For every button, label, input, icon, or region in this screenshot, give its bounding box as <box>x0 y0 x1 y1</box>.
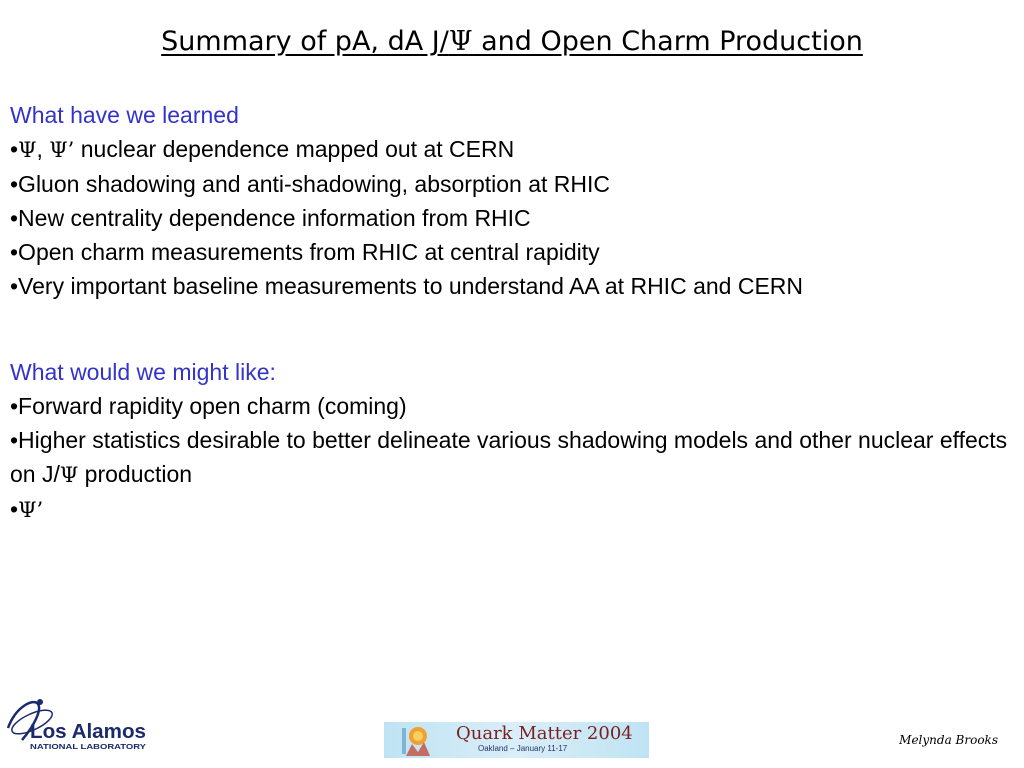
lanl-subtitle: NATIONAL LABORATORY <box>30 744 147 751</box>
quark-matter-banner <box>384 722 649 758</box>
quark-matter-title: Quark Matter 2004 <box>456 723 633 744</box>
learned-item-psi <box>10 132 1010 167</box>
psi-prime-symbol: Ψ’ <box>49 138 75 162</box>
bullet: • <box>10 136 19 162</box>
learned-item-gluon: •Gluon shadowing and anti-shadowing, absorption at RHIC <box>10 171 611 197</box>
atom-nucleus-icon <box>37 699 43 705</box>
wishes-item-statistics <box>10 423 1010 492</box>
psi-prime-symbol: Ψ’ <box>18 498 44 522</box>
psi-separator: , <box>36 136 50 162</box>
title-psi: Ψ <box>448 26 473 57</box>
lanl-name: Los Alamos <box>30 721 146 743</box>
wishes-item-psi-prime <box>10 492 1010 527</box>
wishes-heading: What would we might like: <box>10 359 276 385</box>
psi-symbol: Ψ <box>59 463 79 487</box>
author-name: Melynda Brooks <box>899 733 998 747</box>
title-suffix: and Open Charm Production <box>472 26 863 57</box>
quark-matter-emblem-icon <box>384 722 456 758</box>
learned-item-text: nuclear dependence mapped out at CERN <box>74 136 515 162</box>
wishes-item-statistics-suffix: production <box>78 461 193 487</box>
learned-item-open-charm: •Open charm measurements from RHIC at central rapidity <box>10 239 600 265</box>
learned-item-baseline: •Very important baseline measurements to understand AA at RHIC and CERN <box>10 273 804 299</box>
quark-matter-subtitle: Oakland – January 11-17 <box>478 744 568 753</box>
section-gap <box>10 303 1010 355</box>
learned-heading: What have we learned <box>10 102 239 128</box>
psi-symbol: Ψ <box>18 138 37 162</box>
bullet: • <box>10 496 19 522</box>
los-alamos-logo <box>4 696 150 752</box>
slide-body <box>10 98 1010 527</box>
title-prefix: Summary of pA, dA J/ <box>161 26 449 57</box>
slide-title <box>0 26 1024 57</box>
learned-item-centrality: •New centrality dependence information from RHIC <box>10 205 531 231</box>
wishes-item-statistics-text: •Higher statistics desirable to better delineate various shadowing models and other nuclear effects on J/ <box>10 427 1008 487</box>
wishes-item-forward: •Forward rapidity open charm (coming) <box>10 393 407 419</box>
